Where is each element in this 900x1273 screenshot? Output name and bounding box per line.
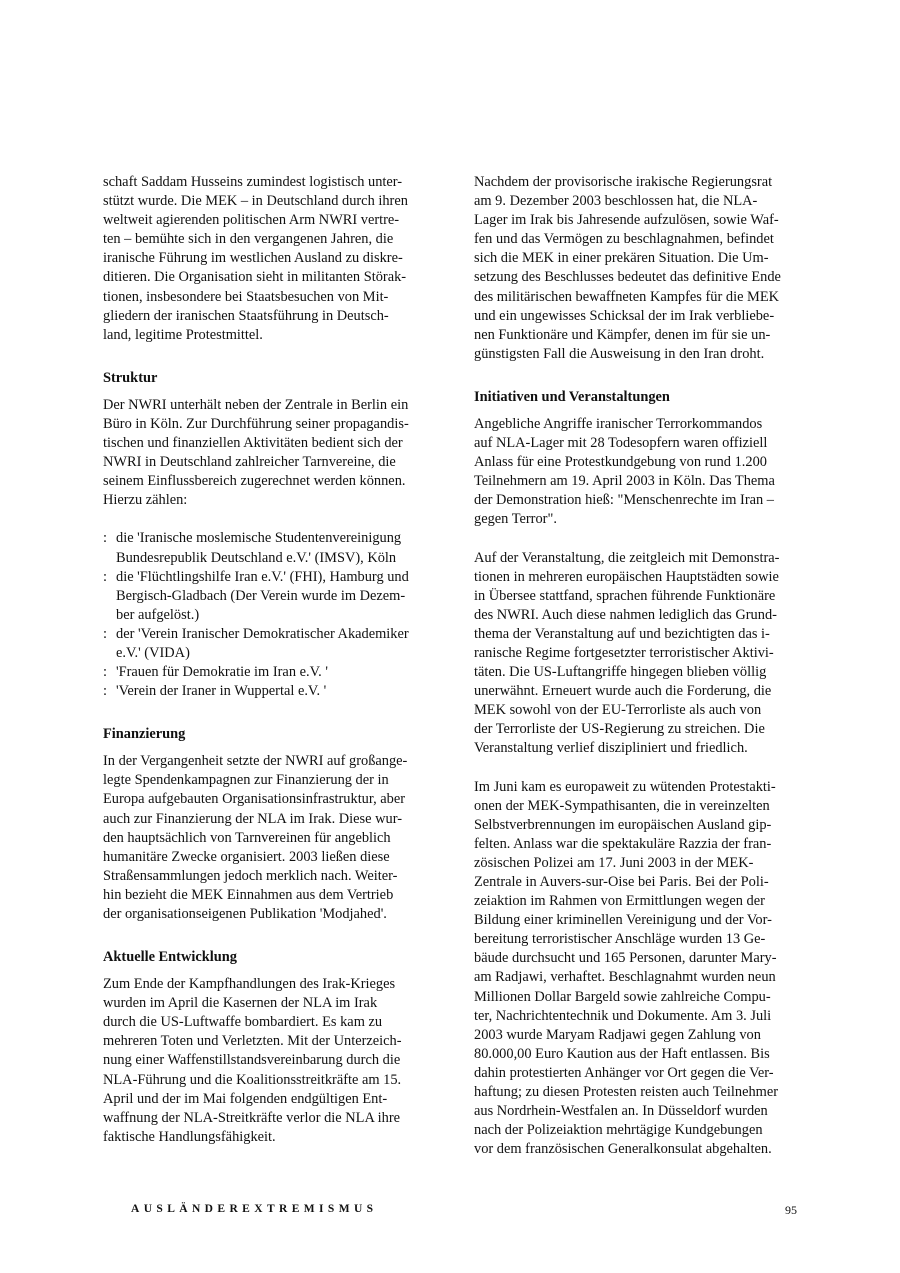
text-line: den hauptsächlich von Tarnvereinen für angeblich: [103, 829, 391, 846]
text-line: bäude durchsucht und 165 Personen, darunter Mary-: [474, 950, 777, 967]
text-line: Angebliche Angriffe iranischer Terrorkommandos: [474, 415, 763, 432]
text-line: weltweit agierenden politischen Arm NWRI vertre-: [103, 212, 400, 229]
tarnvereine-list: [103, 529, 433, 701]
text-line: thema der Veranstaltung auf und bezichtigten das i-: [474, 625, 770, 642]
text-line: der organisationseigenen Publikation 'Modjahed'.: [103, 906, 387, 922]
text-line: tionen, insbesondere bei Staatsbesuchen von Mit-: [103, 288, 389, 305]
text-line: in Übersee stattfand, sprachen führende Funktionäre: [474, 587, 776, 604]
text-line: dahin protestierten Anhänger vor Ort gegen die Ver-: [474, 1064, 774, 1081]
text-line: Veranstaltung verlief diszipliniert und friedlich.: [474, 740, 748, 757]
text-line: Europa aufgebauten Organisationsinfrastruktur, aber: [103, 791, 406, 808]
text-line: 'Frauen für Demokratie im Iran e.V. ': [116, 664, 328, 681]
text-line: Zum Ende der Kampfhandlungen des Irak-Krieges: [103, 976, 396, 993]
text-line: Lager im Irak bis Jahresende aufzulösen, sowie Waf-: [474, 212, 779, 229]
text-line: iranische Führung im westlichen Ausland zu diskre-: [103, 250, 403, 267]
text-line: Hierzu zählen:: [103, 492, 188, 509]
heading-initiativen: Initiativen und Veranstaltungen: [474, 388, 670, 405]
aktuelle-paragraph: [103, 975, 433, 1147]
text-line: Zentrale in Auvers-sur-Oise bei Paris. Bei der Poli-: [474, 874, 769, 890]
text-line: des militärischen bewaffneten Kampfes für die MEK: [474, 288, 780, 305]
text-line: legte Spendenkampagnen zur Finanzierung der in: [103, 772, 389, 789]
running-footer-title: AUSLÄNDEREXTREMISMUS: [131, 1203, 378, 1215]
list-bullet: :: [103, 625, 107, 642]
text-line: haftung; zu diesen Protesten reisten auch Teilnehmer: [474, 1084, 779, 1101]
text-line: täten. Die US-Luftangriffe hingegen blieben völlig: [474, 664, 767, 681]
text-line: zeiaktion im Rahmen von Ermittlungen wegen der: [474, 893, 765, 910]
text-line: e.V.' (VIDA): [116, 644, 190, 661]
text-line: April und der im Mai folgenden endgültigen Ent-: [103, 1090, 388, 1107]
text-line: NLA-Führung und die Koalitionsstreitkräfte am 15.: [103, 1071, 402, 1088]
text-line: Im Juni kam es europaweit zu wütenden Protestakti-: [474, 778, 776, 795]
left-column: [103, 173, 433, 1147]
right-column: [474, 173, 804, 1159]
text-line: ten – bemühte sich in den vergangenen Jahren, die: [103, 231, 394, 248]
text-line: der Demonstration hieß: "Menschenrechte im Iran –: [474, 492, 774, 509]
text-line: 2003 wurde Maryam Radjawi gegen Zahlung von: [474, 1026, 761, 1043]
heading-aktuelle-entwicklung: Aktuelle Entwicklung: [103, 949, 237, 966]
text-line: zösischen Polizei am 17. Juni 2003 in der MEK-: [474, 854, 754, 871]
text-line: Anlass für eine Protestkundgebung von rund 1.200: [474, 454, 767, 471]
text-line: faktische Handlungsfähigkeit.: [103, 1128, 276, 1145]
list-item: [103, 568, 433, 625]
text-line: am Radjawi, verhaftet. Beschlagnahmt wurden neun: [474, 969, 776, 986]
page-number: 95: [785, 1203, 797, 1217]
list-bullet: :: [103, 568, 107, 585]
list-bullet: :: [103, 683, 107, 700]
text-line: Millionen Dollar Bargeld sowie zahlreiche Compu-: [474, 988, 771, 1005]
text-line: waffnung der NLA-Streitkräfte verlor die NLA ihre: [103, 1109, 401, 1126]
text-line: In der Vergangenheit setzte der NWRI auf großange-: [103, 753, 408, 770]
heading-struktur: Struktur: [103, 369, 158, 386]
text-line: gegen Terror".: [474, 511, 557, 528]
text-line: am 9. Dezember 2003 beschlossen hat, die NLA-: [474, 193, 758, 210]
list-item: [103, 625, 433, 663]
text-line: nung einer Waffenstillstandsvereinbarung durch die: [103, 1052, 401, 1069]
text-line: Bundesrepublik Deutschland e.V.' (IMSV), Köln: [116, 549, 397, 566]
text-line: auf NLA-Lager mit 28 Todesopfern waren offiziell: [474, 435, 768, 452]
text-line: stützt wurde. Die MEK – in Deutschland durch ihren: [103, 193, 408, 210]
text-line: humanitäre Zwecke organisiert. 2003 ließen diese: [103, 848, 390, 865]
initiativen-paragraph-2: [474, 549, 804, 759]
text-line: Auf der Veranstaltung, die zeitgleich mit Demonstra-: [474, 549, 780, 566]
text-line: MEK sowohl von der EU-Terrorliste als auch von: [474, 702, 762, 719]
text-line: Büro in Köln. Zur Durchführung seiner propagandis-: [103, 415, 409, 432]
text-line: Bergisch-Gladbach (Der Verein wurde im Dezem-: [116, 587, 406, 604]
text-line: seinem Einflussbereich zugerechnet werden können.: [103, 473, 406, 490]
text-line: NWRI in Deutschland zahlreicher Tarnvereine, die: [103, 454, 396, 471]
text-line: hin bezieht die MEK Einnahmen aus dem Vertrieb: [103, 886, 394, 903]
list-bullet: :: [103, 530, 107, 547]
text-line: Nachdem der provisorische irakische Regierungsrat: [474, 174, 773, 190]
text-line: Teilnehmern am 19. April 2003 in Köln. Das Thema: [474, 473, 775, 490]
text-line: nen Funktionäre und Kämpfer, denen im für sie un-: [474, 326, 771, 343]
text-line: vor dem französischen Generalkonsulat abgehalten.: [474, 1141, 772, 1158]
text-line: der 'Verein Iranischer Demokratischer Akademiker: [116, 625, 409, 642]
text-line: mehreren Toten und Verletzten. Mit der Unterzeich-: [103, 1033, 402, 1050]
text-line: felten. Anlass war die spektakuläre Razzia der fran-: [474, 835, 772, 852]
text-line: ranische Regime fortgesetzter terroristischer Aktivi-: [474, 644, 774, 661]
list-item: [103, 529, 433, 567]
text-line: nach der Polizeiaktion mehrtägige Kundgebungen: [474, 1122, 763, 1139]
intro-paragraph-right: [474, 173, 804, 364]
text-line: sich die MEK in einer prekären Situation. Die Um-: [474, 250, 769, 267]
finanzierung-paragraph: [103, 752, 433, 924]
text-line: des NWRI. Auch diese nahmen lediglich das Grund-: [474, 606, 777, 623]
text-line: günstigsten Fall die Ausweisung in den Iran droht.: [474, 345, 765, 362]
struktur-paragraph: [103, 396, 433, 511]
text-line: ber aufgelöst.): [116, 606, 200, 623]
text-line: aus Nordrhein-Westfalen an. In Düsseldorf wurden: [474, 1103, 768, 1120]
text-line: setzung des Beschlusses bedeutet das definitive Ende: [474, 269, 781, 286]
text-line: der Terrorliste der US-Regierung zu streichen. Die: [474, 721, 765, 738]
text-line: schaft Saddam Husseins zumindest logistisch unter-: [103, 174, 403, 190]
text-line: Selbstverbrennungen im europäischen Ausland gip-: [474, 816, 772, 833]
list-item: [103, 663, 433, 682]
list-item: [103, 682, 433, 701]
heading-finanzierung: Finanzierung: [103, 726, 186, 743]
text-line: ter, Nachrichtentechnik und Dokumente. Am 3. Juli: [474, 1007, 772, 1024]
text-line: fen und das Vermögen zu beschlagnahmen, befindet: [474, 231, 774, 248]
text-line: onen der MEK-Sympathisanten, die in vereinzelten: [474, 797, 770, 814]
text-line: auch zur Finanzierung der NLA im Irak. Diese wur-: [103, 810, 403, 827]
list-bullet: :: [103, 664, 107, 681]
text-line: tischen und finanziellen Aktivitäten bedient sich der: [103, 435, 403, 452]
text-line: Der NWRI unterhält neben der Zentrale in Berlin ein: [103, 396, 409, 413]
text-line: wurden im April die Kasernen der NLA im Irak: [103, 995, 378, 1012]
text-line: gliedern der iranischen Staatsführung in Deutsch-: [103, 307, 389, 324]
text-line: land, legitime Protestmittel.: [103, 326, 263, 343]
text-line: ditieren. Die Organisation sieht in militanten Störak-: [103, 269, 407, 286]
text-line: unerwähnt. Erneuert wurde auch die Forderung, die: [474, 683, 772, 700]
text-line: die 'Flüchtlingshilfe Iran e.V.' (FHI), Hamburg und: [116, 568, 409, 585]
text-line: die 'Iranische moslemische Studentenvereinigung: [116, 530, 402, 547]
text-line: bereitung terroristischer Anschläge wurden 13 Ge-: [474, 931, 766, 948]
text-line: 'Verein der Iraner in Wuppertal e.V. ': [116, 683, 327, 700]
text-line: 80.000,00 Euro Kaution aus der Haft entlassen. Bis: [474, 1045, 770, 1062]
text-line: durch die US-Luftwaffe bombardiert. Es kam zu: [103, 1014, 383, 1031]
initiativen-paragraph-1: [474, 415, 804, 530]
text-line: Straßensammlungen jedoch merklich nach. Weiter-: [103, 867, 398, 884]
text-line: und ein ungewisses Schicksal der im Irak verbliebe-: [474, 307, 775, 324]
text-line: Bildung einer kriminellen Vereinigung und der Vor-: [474, 912, 772, 929]
intro-paragraph-left: [103, 173, 433, 345]
text-line: tionen in mehreren europäischen Hauptstädten sowie: [474, 568, 779, 585]
initiativen-paragraph-3: [474, 778, 804, 1160]
